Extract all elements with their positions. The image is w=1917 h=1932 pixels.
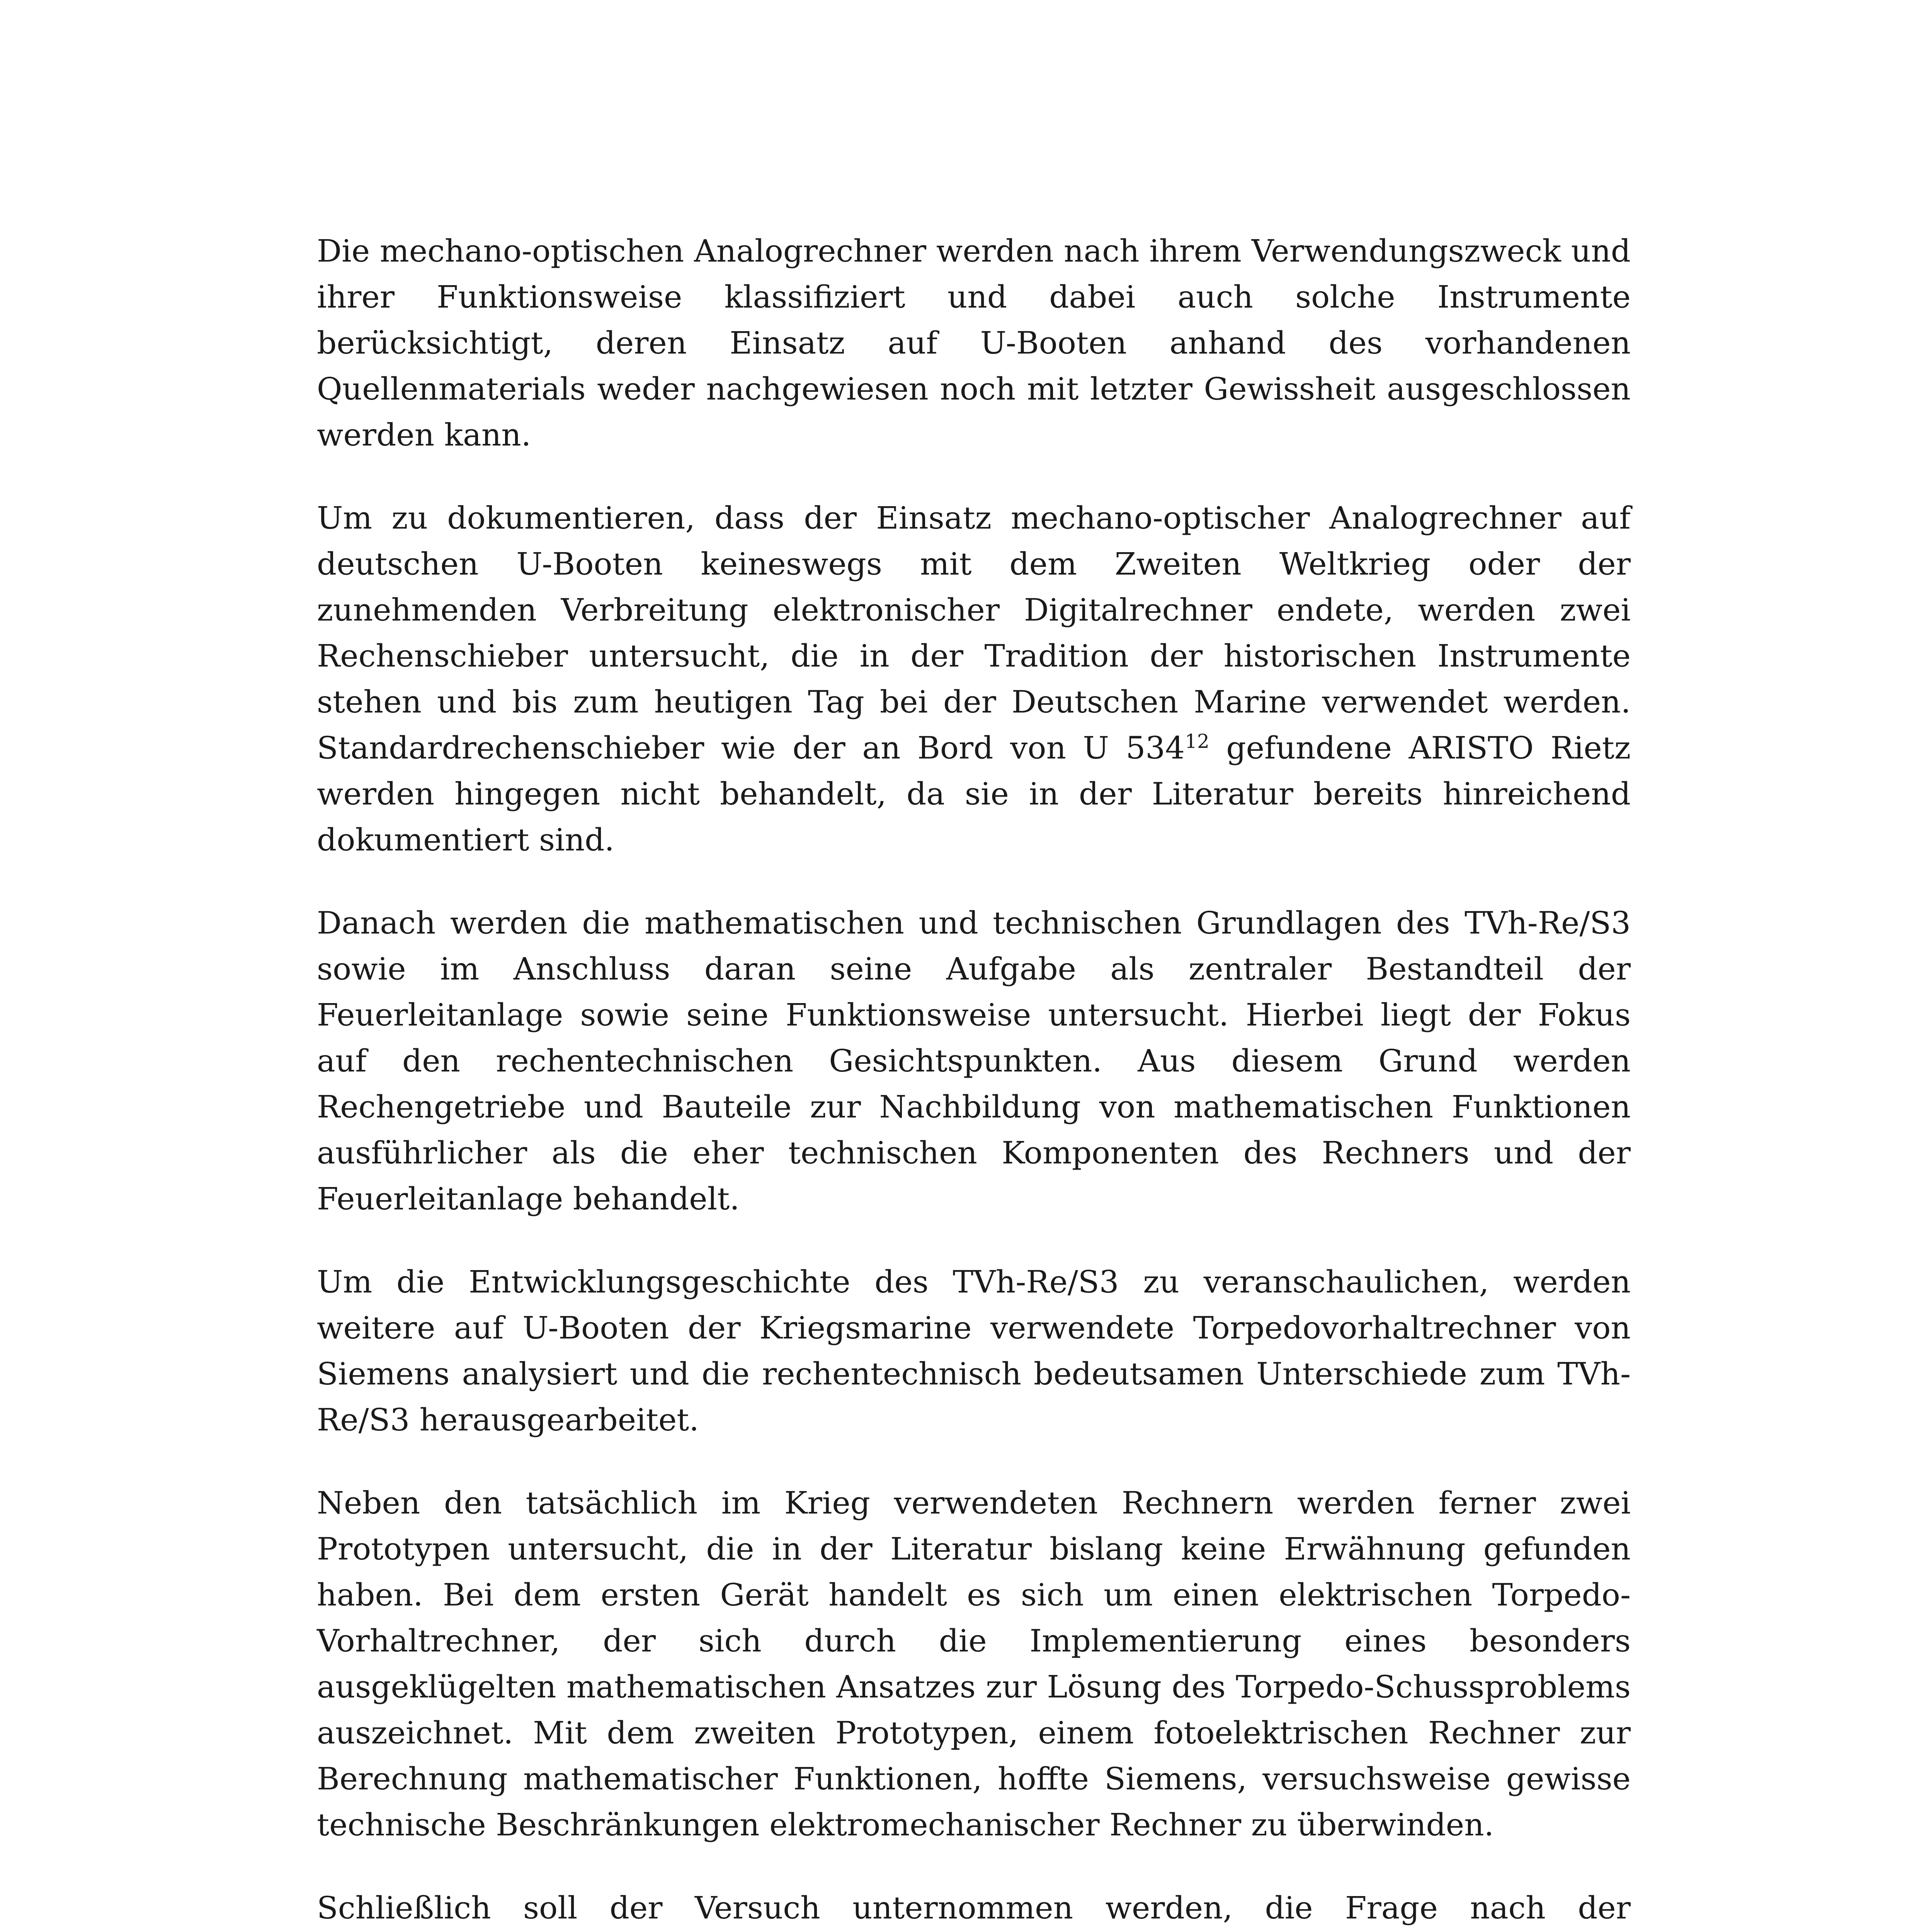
paragraph-2-text-after: gefundene ARISTO Rietz werden hingegen nicht behandelt, da sie in der Literatur bereits hinreichend dokumentiert sind.: [317, 730, 1631, 858]
paragraph-2: [317, 495, 1631, 863]
paragraph-4: Um die Entwicklungsgeschichte des TVh-Re/S3 zu veranschaulichen, werden weitere auf U-Booten der Kriegsmarine verwendete Torpedovorhaltrechner von Siemens analysiert und die rechentechnisch bedeutsamen Unterschiede zum TVh-Re/S3 herausgearbeitet.: [317, 1264, 1631, 1438]
paragraph-1: Die mechano-optischen Analogrechner werden nach ihrem Verwendungszweck und ihrer Funktionsweise klassifiziert und dabei auch solche Instrumente berücksichtigt, deren Einsatz auf U-Booten anhand des vorhandenen Quellenmaterials weder nachgewiesen noch mit letzter Gewissheit ausgeschlossen werden kann.: [317, 233, 1631, 453]
paragraph-2-text-before: Um zu dokumentieren, dass der Einsatz mechano-optischer Analogrechner auf deutschen U-Booten keineswegs mit dem Zweiten Weltkrieg oder der zunehmenden Verbreitung elektronischer Digitalrechner endete, werden zwei Rechenschieber untersucht, die in der Tradition der historischen Instrumente stehen und bis zum heutigen Tag bei der Deutschen Marine verwendet werden. Standardrechenschieber wie der an Bord von U 534: [317, 500, 1631, 766]
main-text: [317, 228, 1631, 1932]
paragraph-3: Danach werden die mathematischen und technischen Grundlagen des TVh-Re/S3 sowie im Anschluss daran seine Aufgabe als zentraler Bestandteil der Feuerleitanlage sowie seine Funktionsweise untersucht. Hierbei liegt der Fokus auf den rechentechnischen Gesichtspunkten. Aus diesem Grund werden Rechengetriebe und Bauteile zur Nachbildung von mathematischen Funktionen ausführlicher als die eher technischen Komponenten des Rechners und der Feuerleitanlage behandelt.: [317, 905, 1631, 1217]
paragraph-6: Schließlich soll der Versuch unternommen werden, die Frage nach der: [317, 1890, 1631, 1926]
footnote-reference[interactable]: 12: [1185, 730, 1209, 753]
paragraph-5: Neben den tatsächlich im Krieg verwendeten Rechnern werden ferner zwei Prototypen untersucht, die in der Literatur bislang keine Erwähnung gefunden haben. Bei dem ersten Gerät handelt es sich um einen elektrischen Torpedo-Vorhaltrechner, der sich durch die Implementierung eines besonders ausgeklügelten mathematischen Ansatzes zur Lösung des Torpedo-Schussproblems auszeichnet. Mit dem zweiten Prototypen, einem fotoelektrischen Rechner zur Berechnung mathematischer Funktionen, hoffte Siemens, versuchsweise gewisse technische Beschränkungen elektromechanischer Rechner zu überwinden.: [317, 1485, 1631, 1843]
